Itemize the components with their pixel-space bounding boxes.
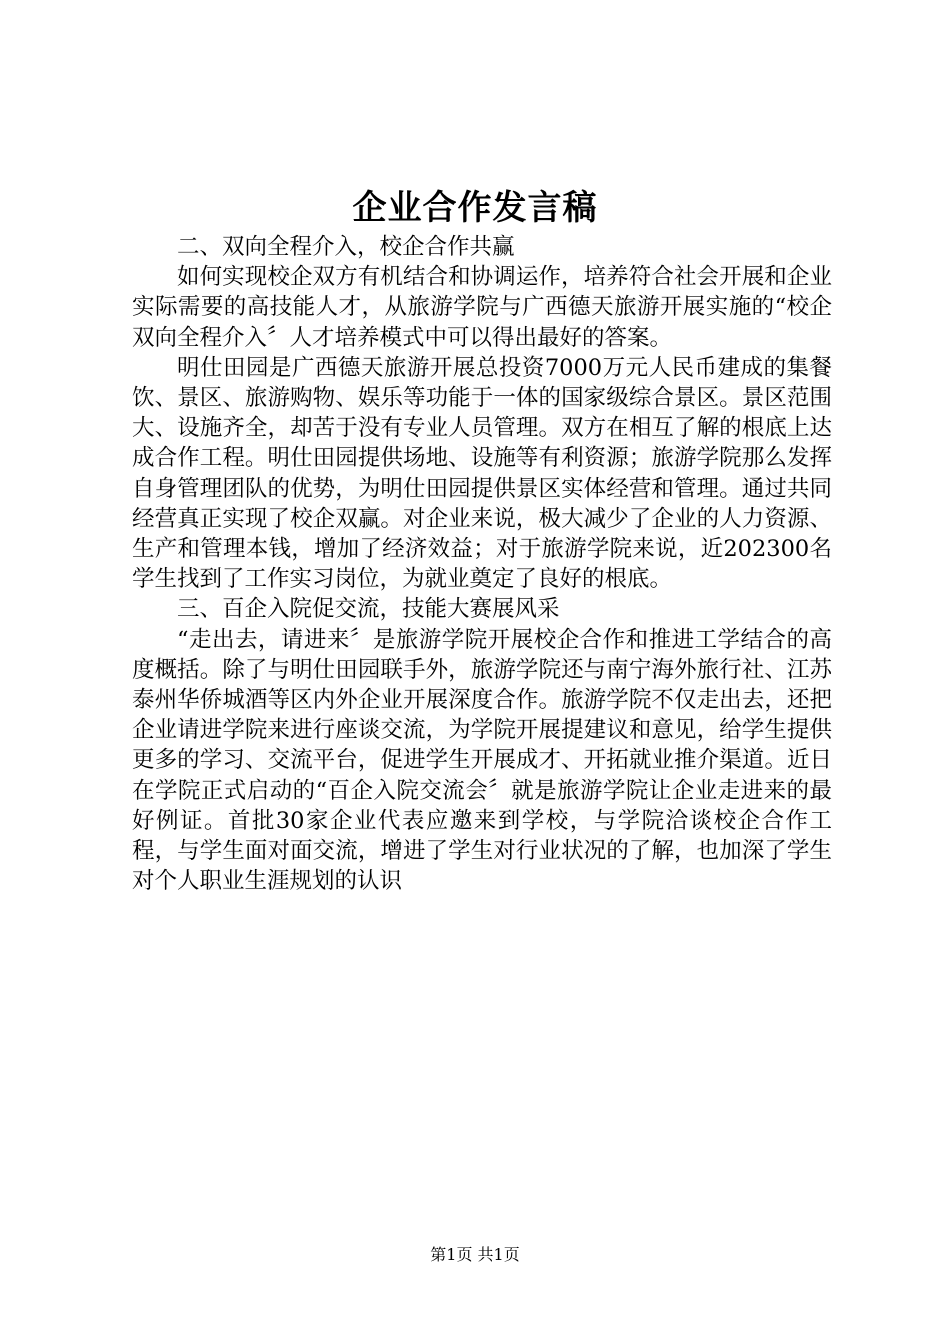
document-body [132, 232, 832, 896]
section-heading-3: 三、百企入院促交流，技能大赛展风采 [177, 596, 560, 623]
page-title: 企业合作发言稿 [352, 188, 598, 228]
paragraph: “走出去，请进来〞是旅游学院开展校企合作和推进工学结合的高度概括。除了与明仕田园联手外，旅游学院还与南宁海外旅行社、江苏泰州华侨城酒等区内外企业开展深度合作。旅游学院不仅走出去，还把企业请进学院来进行座谈交流，为学院开展提建议和意见，给学生提供更多的学习、交流平台，促进学生开展成才、开拓就业推介渠道。近日在学院正式启动的“百企入院交流会〞就是旅游学院让企业走进来的最好例证。首批30家企业代表应邀来到学校，与学院洽谈校企合作工程，与学生面对面交流，增进了学生对行业状况的了解，也加深了学生对个人职业生涯规划的认识 [132, 626, 832, 895]
paragraph: 明仕田园是广西德天旅游开展总投资7000万元人民币建成的集餐饮、景区、旅游购物、娱乐等功能于一体的国家级综合景区。景区范围大、设施齐全，却苦于没有专业人员管理。双方在相互了解的根底上达成合作工程。明仕田园提供场地、设施等有利资源；旅游学院那么发挥自身管理团队的优势，为明仕田园提供景区实体经营和管理。通过共同经营真正实现了校企双赢。对企业来说，极大减少了企业的人力资源、生产和管理本钱，增加了经济效益；对于旅游学院来说，近202300名学生找到了工作实习岗位，为就业奠定了良好的根底。 [132, 354, 832, 593]
paragraph: 如何实现校企双方有机结合和协调运作，培养符合社会开展和企业实际需要的高技能人才，从旅游学院与广西德天旅游开展实施的“校企双向全程介入〞人才培养模式中可以得出最好的答案。 [132, 264, 832, 351]
page-footer: 第1页 共1页 [430, 1245, 520, 1264]
section-heading-2: 二、双向全程介入，校企合作共赢 [177, 234, 515, 260]
